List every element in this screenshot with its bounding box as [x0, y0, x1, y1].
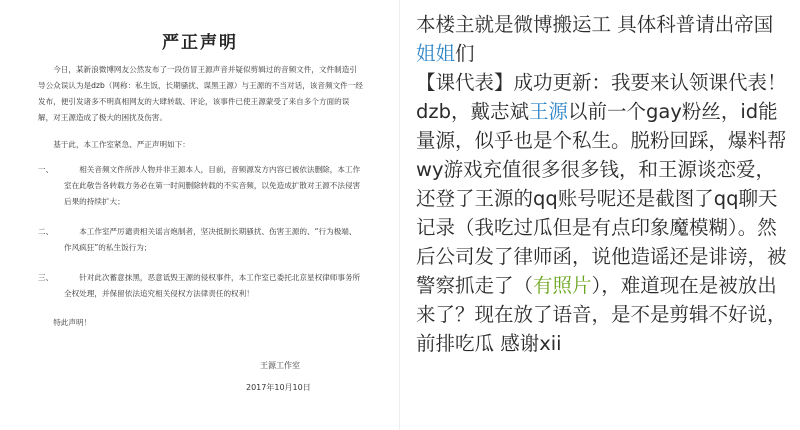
post-text-segment: 本楼主就是微博搬运工 具体科普请出帝国: [416, 13, 774, 36]
statement-title: 严正声明: [162, 33, 238, 53]
statement-signature-date: 2017年10月10日: [246, 383, 311, 392]
link-has-photo[interactable]: 有照片: [533, 274, 592, 297]
statement-item-number: 二、: [38, 227, 54, 236]
statement-closing: 特此声明！: [53, 318, 92, 327]
post-text-segment: 们: [455, 42, 475, 65]
post-text-segment: 以前一个gay粉丝，id能量源，似乎也是个私生。脱粉回踩，爆料帮wy游戏充值很多很多钱，和王源谈恋爱，还登了王源的qq账号呢还是截图了qq聊天记录（我吃过瓜但是有点印象魔模糊）。然后公司发了律师函，说他造谣还是诽谤，被警察抓走了（: [416, 100, 787, 297]
statement-item-3: [38, 270, 363, 302]
link-wangyuan[interactable]: 王源: [529, 100, 569, 123]
post-text-segment: 【课代表】成功更新：我要来认领课代表！dzb，戴志斌: [416, 71, 787, 123]
statement-signature-org: 王源工作室: [260, 361, 300, 370]
post-content: [416, 10, 788, 358]
forum-post: [402, 0, 800, 430]
statement-item-1: [38, 162, 363, 210]
statement-item-number: 三、: [38, 273, 54, 282]
statement-body: [38, 62, 363, 330]
statement-item-2: [38, 224, 363, 256]
statement-item-text: 本工作室严厉谴责相关谣言炮制者，坚决抵制长期骚扰、伤害王源的、“行为极端、作风疯狂”的私生饭行为；: [64, 227, 357, 252]
statement-item-number: 一、: [38, 165, 54, 174]
link-jiejie[interactable]: 姐姐: [416, 42, 456, 65]
statement-paragraph-1: 今日，某新浪微博网友公然发布了一段仿冒王源声音并疑似剪辑过的音频文件，文件制造引导公众误认为是dzb（网称：私生饭，长期骚扰、谋黑王源）与王源的不当对话，该音频文件一经发布，便引发诸多不明真相网友的大肆转载、评论，该事件已使王源蒙受了来自多个方面的误解，对王源造成了极大的困扰及伤害。: [38, 65, 363, 122]
post-paragraph-2: [416, 68, 788, 358]
statement-item-text: 针对此次蓄意抹黑，恶意诋毁王源的侵权事件，本工作室已委托北京星权律师事务所全权处理，并保留依法追究相关侵权方法律责任的权利！: [64, 273, 361, 298]
statement-item-text: 相关音频文件所涉人物并非王源本人，目前，音频源发方内容已被依法删除，本工作室在此敬告各转载方务必在第一时间删除转载的不实音频，以免造成扩散对王源不法侵害后果的持续扩大；: [64, 165, 361, 206]
post-paragraph-1: [416, 10, 788, 68]
post-text-segment: ），难道现在是被放出来了？现在放了语音，是不是剪辑不好说，前排吃瓜 感谢xii: [416, 274, 787, 355]
statement-paragraph-2: 基于此，本工作室紧急、严正声明如下：: [53, 140, 190, 149]
